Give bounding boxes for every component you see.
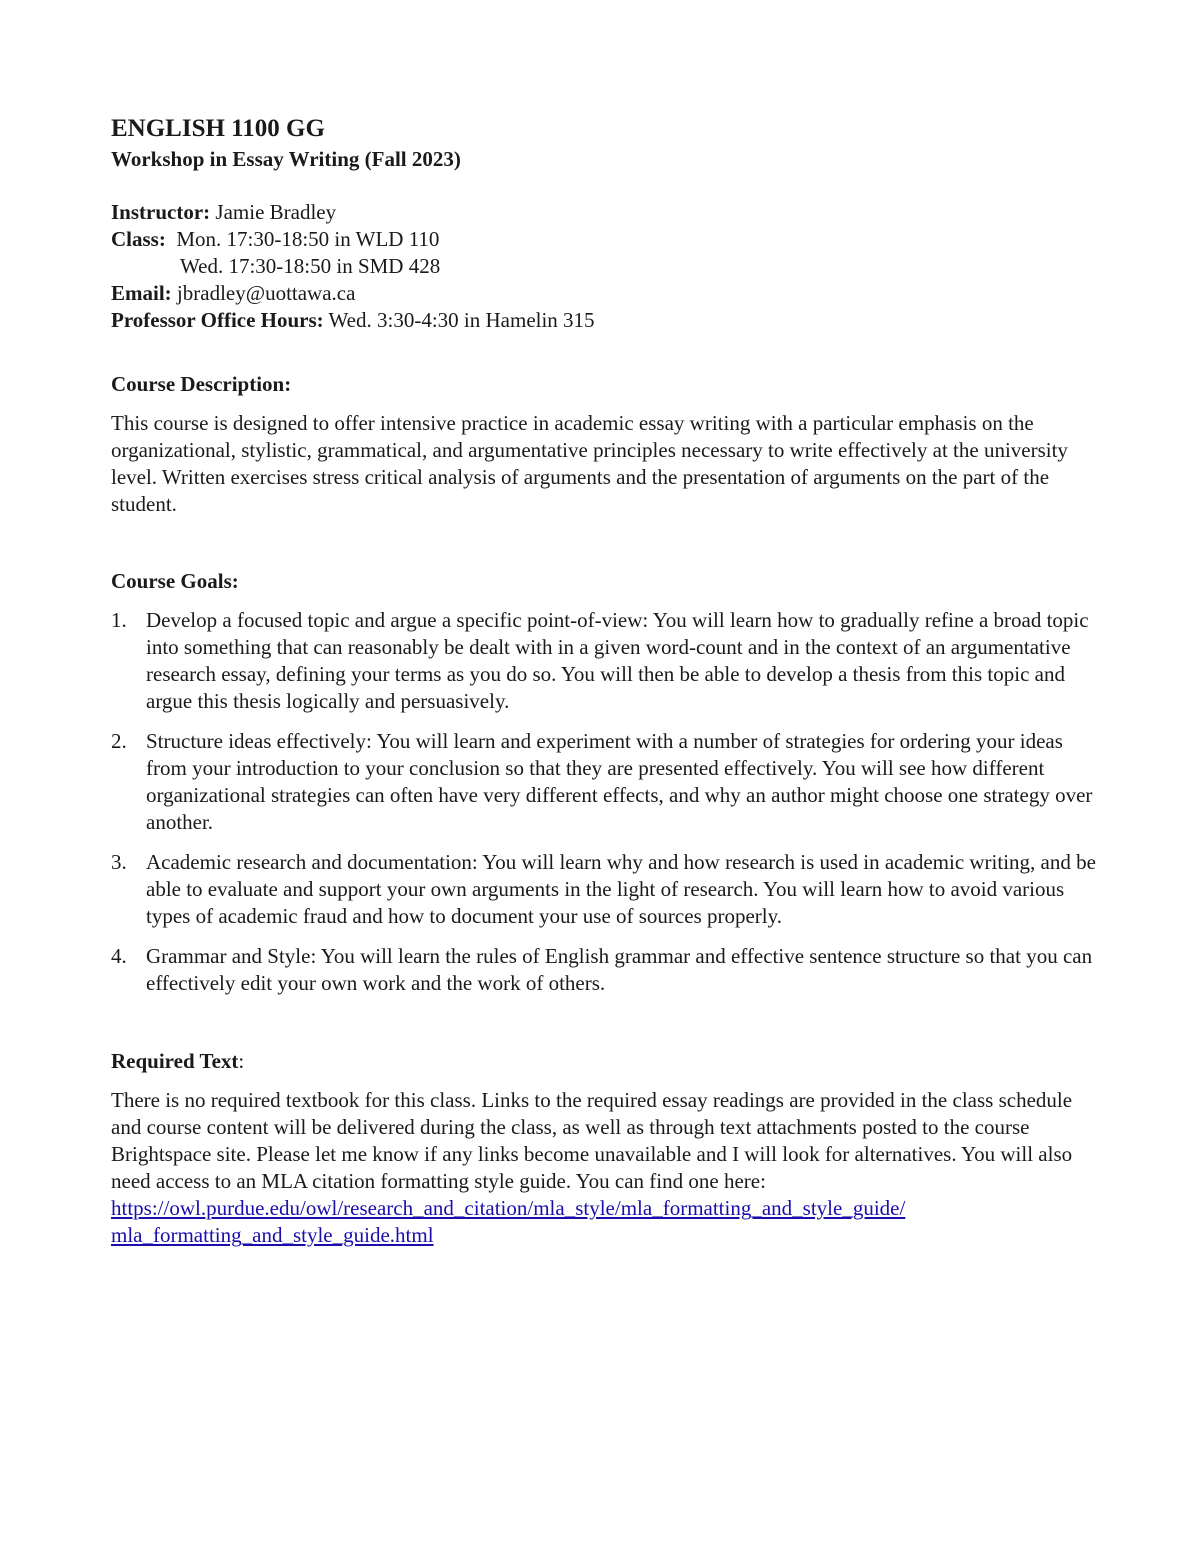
goal-text: Structure ideas effectively: You will learn and experiment with a number of strategies for ordering your ideas from your introduction to your conclusion so that they are presented effectively. You will see how different organizational strategies can often have very different effects, and why an author might choose one strategy over another. — [146, 729, 1093, 834]
mla-link-line-2[interactable]: mla_formatting_and_style_guide.html — [111, 1223, 434, 1247]
goal-number: 2. — [111, 729, 127, 753]
office-hours-label: Professor Office Hours: — [111, 308, 324, 332]
document-content — [111, 114, 1101, 1249]
mla-link-line-1[interactable]: https://owl.purdue.edu/owl/research_and_citation/mla_style/mla_formatting_and_style_guide/ — [111, 1196, 906, 1220]
goal-item — [111, 607, 1101, 715]
class-label: Class: — [111, 227, 166, 251]
class-value-wednesday: Wed. 17:30-18:50 in SMD 428 — [180, 254, 441, 278]
goal-text: Academic research and documentation: You will learn why and how research is used in academic writing, and be able to evaluate and support your own arguments in the light of research. You will learn how to avoid various types of academic fraud and how to document your use of sources properly. — [146, 850, 1096, 928]
email-value: jbradley@uottawa.ca — [171, 281, 356, 305]
goal-item — [111, 943, 1101, 997]
mla-style-guide-link[interactable] — [111, 1195, 1101, 1249]
course-code-title: ENGLISH 1100 GG — [111, 115, 325, 142]
instructor-label: Instructor: — [111, 200, 211, 224]
goal-number: 3. — [111, 850, 127, 874]
course-subtitle: Workshop in Essay Writing (Fall 2023) — [111, 147, 461, 171]
goal-number: 1. — [111, 608, 127, 632]
required-text-heading-label: Required Text — [111, 1049, 239, 1073]
required-text-heading — [111, 1048, 1101, 1075]
class-row — [111, 226, 1101, 253]
goal-number: 4. — [111, 944, 127, 968]
class-value-monday: Mon. 17:30-18:50 in WLD 110 — [165, 227, 440, 251]
course-description-text: This course is designed to offer intensive practice in academic essay writing with a particular emphasis on the organizational, stylistic, grammatical, and argumentative principles necessary to write effectively at the university level. Written exercises stress critical analysis of arguments and the presentation of arguments on the part of the student. — [111, 411, 1068, 516]
email-label: Email: — [111, 281, 172, 305]
course-info-block — [111, 199, 1101, 334]
goal-item — [111, 728, 1101, 836]
goal-item — [111, 849, 1101, 930]
required-text-body — [111, 1087, 1101, 1249]
instructor-row — [111, 199, 1101, 226]
office-hours-row — [111, 307, 1101, 334]
course-goals-heading: Course Goals: — [111, 569, 239, 593]
goal-text: Grammar and Style: You will learn the rules of English grammar and effective sentence structure so that you can effectively edit your own work and the work of others. — [146, 944, 1093, 995]
instructor-value: Jamie Bradley — [210, 200, 337, 224]
required-text-paragraph: There is no required textbook for this class. Links to the required essay readings are provided in the class schedule and course content will be delivered during the class, as well as through text attachments posted to the course Brightspace site. Please let me know if any links become unavailable and I will look for alternatives. You will also need access to an MLA citation formatting style guide. You can find one here: — [111, 1088, 1073, 1193]
course-goals-list — [111, 607, 1101, 997]
course-description-heading: Course Description: — [111, 372, 292, 396]
office-hours-value: Wed. 3:30-4:30 in Hamelin 315 — [323, 308, 595, 332]
required-text-heading-colon: : — [238, 1049, 245, 1073]
email-row — [111, 280, 1101, 307]
goal-text: Develop a focused topic and argue a specific point-of-view: You will learn how to gradually refine a broad topic into something that can reasonably be dealt with in a given word-count and in the context of an argumentative research essay, defining your terms as you do so. You will then be able to develop a thesis from this topic and argue this thesis logically and persuasively. — [146, 608, 1089, 713]
